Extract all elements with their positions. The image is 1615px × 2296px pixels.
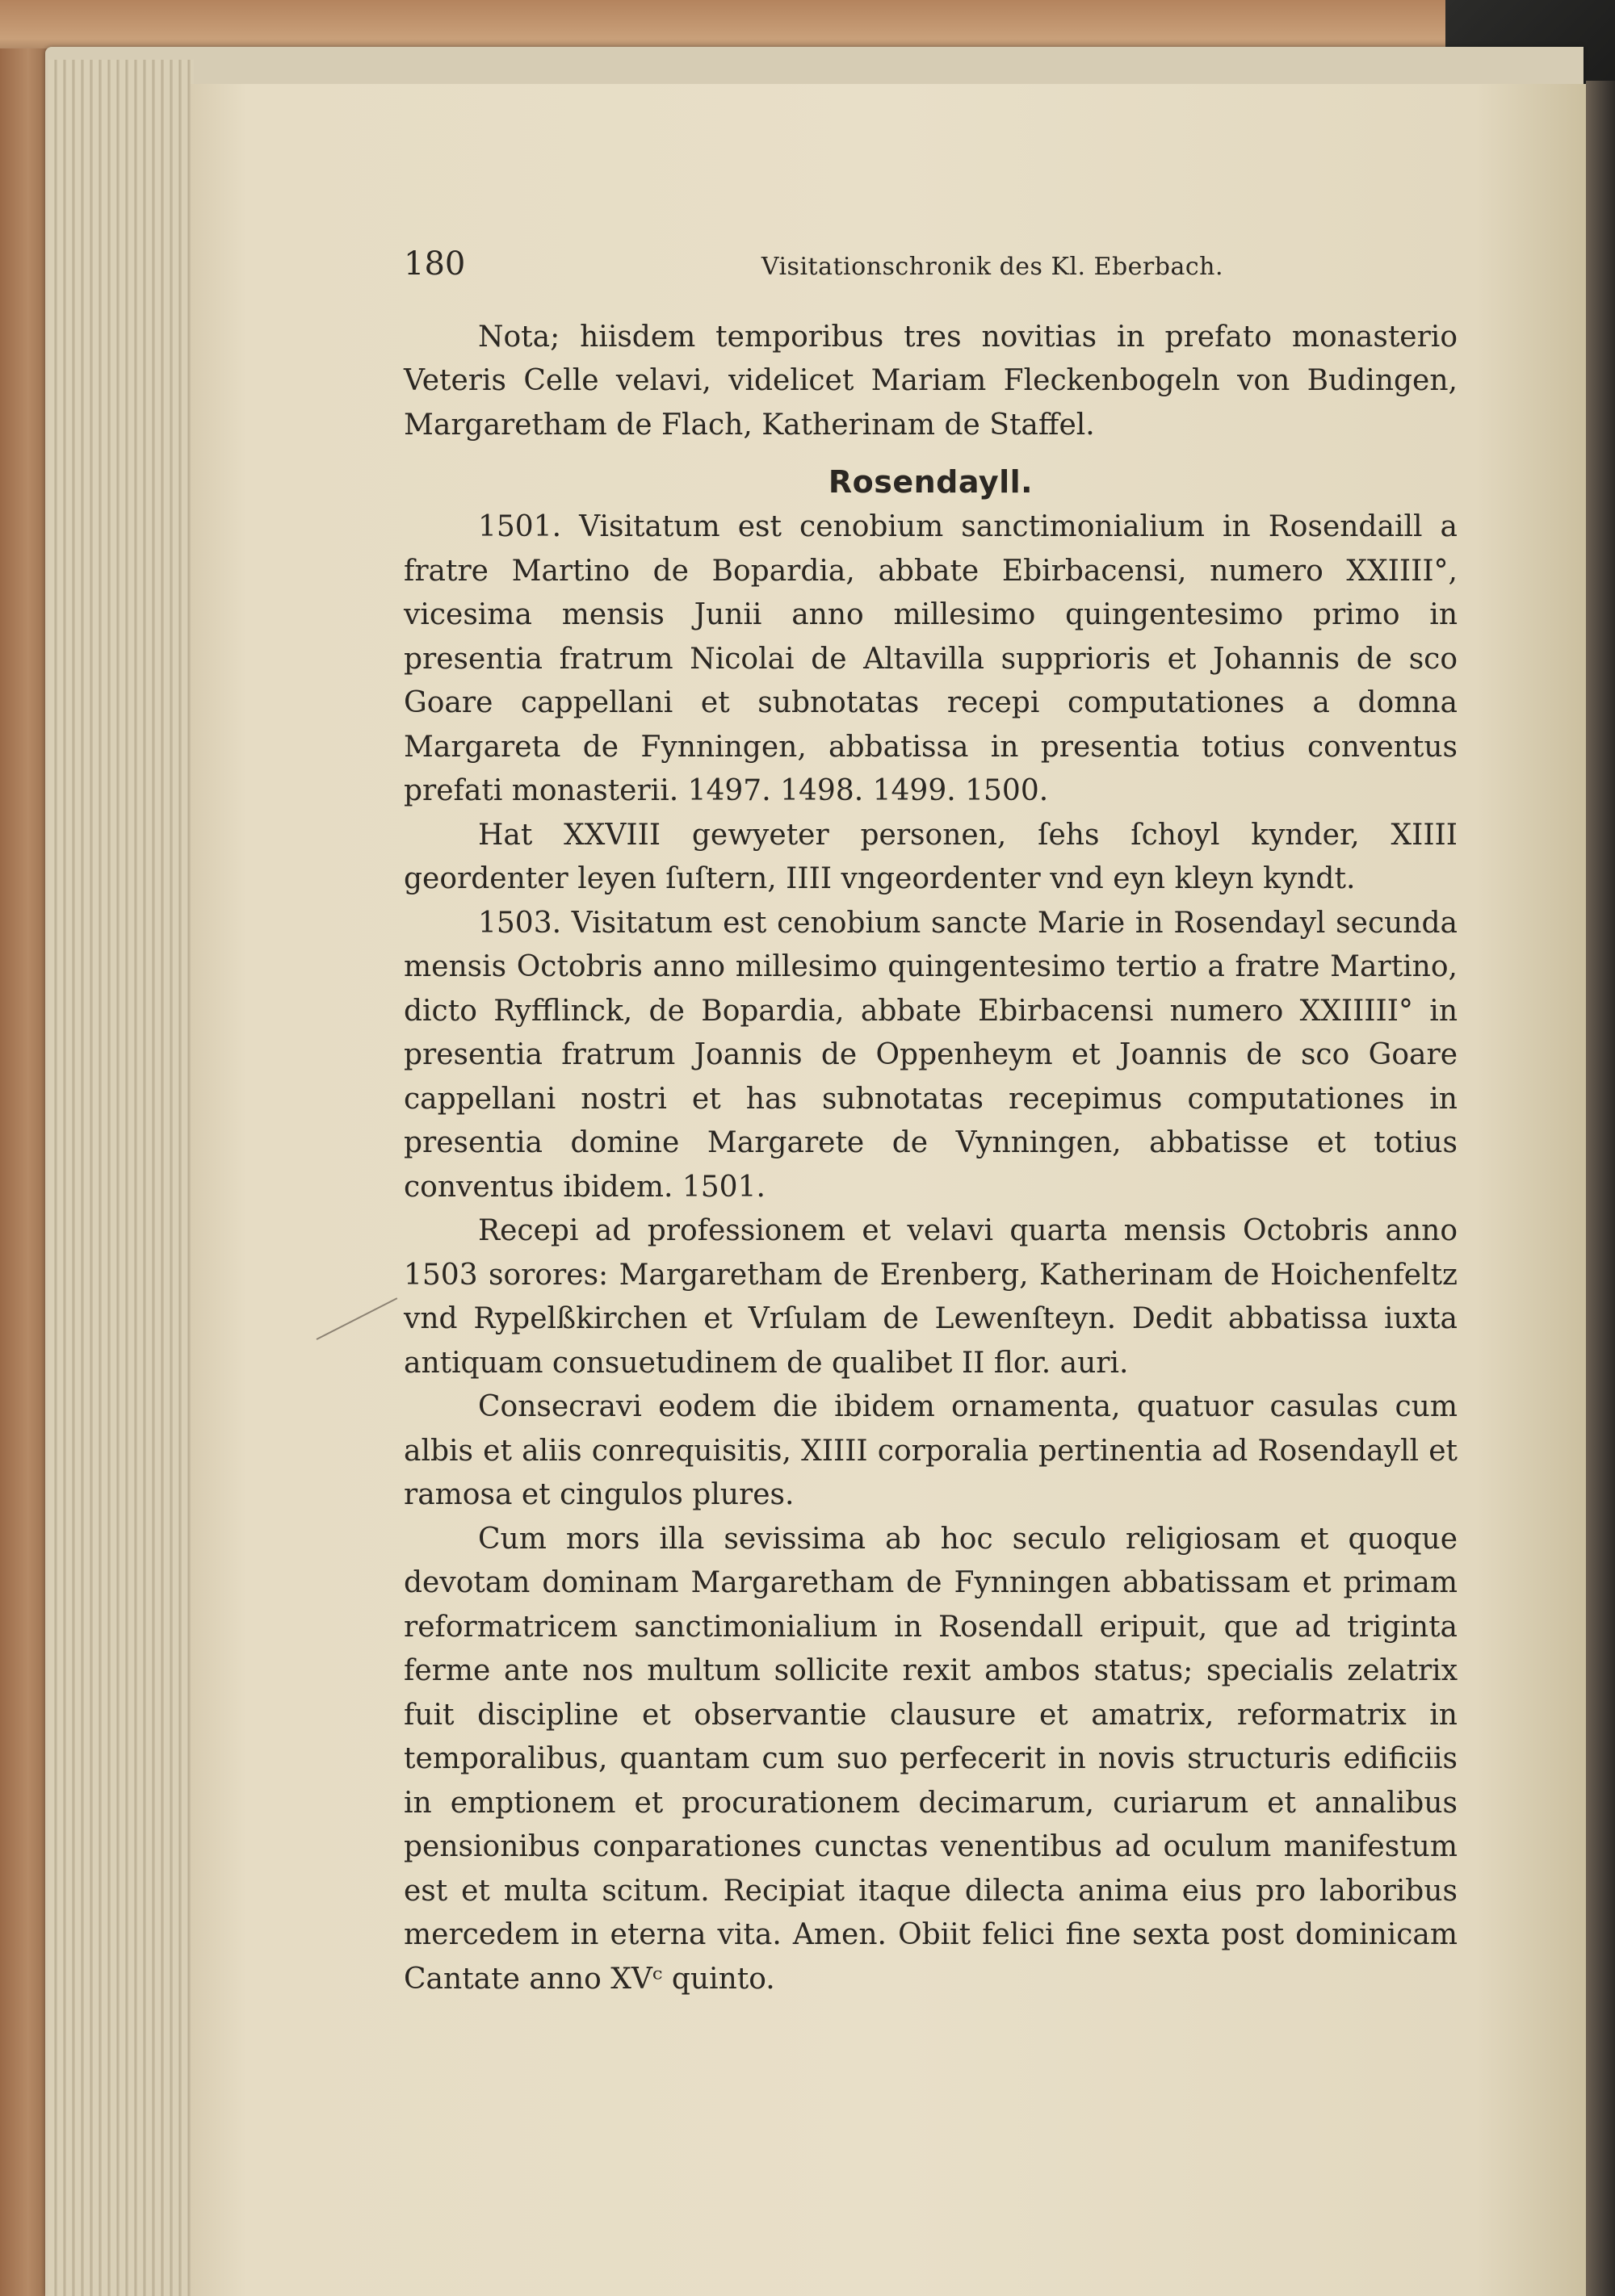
page-text — [404, 242, 1458, 2001]
running-head — [404, 242, 1458, 290]
running-title: Visitationschronik des Kl. Eberbach. — [761, 253, 1223, 281]
paragraph-consecravi: Consecravi eodem die ibidem ornamenta, quatuor casulas cum albis et aliis conrequisitis, XIIII corporalia pertinentia ad Rosendayll et ramosa et cingulos plures. — [404, 1390, 1458, 1511]
paragraph-hat: Hat XXVIII gewyeter personen, ſehs ſchoyl kynder, XIIII geordenter leyen ſuſtern, IIII vngeordenter vnd eyn kleyn kyndt. — [404, 818, 1458, 895]
paragraph-recepi: Recepi ad professionem et velavi quarta mensis Octobris anno 1503 sorores: Margaretham de Erenberg, Katherinam de Hoichenfeltz vnd Rypelßkirchen et Vrſulam de Lewenſteyn. Dedit abbatissa iuxta antiquam consuetudinem de qualibet II flor. auri. — [404, 1214, 1458, 1380]
paragraph-1503: 1503. Visitatum est cenobium sancte Marie in Rosendayl secunda mensis Octobris anno millesimo quingentesimo tertio a fratre Martino, dicto Ryfflinck, de Bopardia, abbate Ebirbacensi numero XXIIIII° in presentia fratrum Joannis de Oppenheym et Joannis de sco Goare cappellani nostri et has subnotatas recepimus computationes in presentia domine Margarete de Vynningen, abbatisse et totius conventus ibidem. 1501. — [404, 906, 1458, 1204]
paragraph-cum-mors: Cum mors illa sevissima ab hoc seculo religiosam et quoque devotam dominam Margaretham de Fynningen abbatissam et primam reformatricem sanctimonialium in Rosendall eripuit, que ad triginta ferme ante nos multum sollicite rexit ambos status; specialis zelatrix fuit discipline et observantie clausure et amatrix, reformatrix in temporalibus, quantam cum suo perfecerit in novis structuris edificiis in emptionem et procurationem decimarum, curiarum et annalibus pensionibus conparationes cunctas venentibus ad oculum manifestum est et multa scitum. Recipiat itaque dilecta anima eius pro laboribus mercedem in eterna vita. Amen. Obiit felici fine sexta post dominicam Cantate anno XVᶜ quinto. — [404, 1522, 1458, 1996]
book-gutter — [1586, 81, 1615, 2296]
page-number: 180 — [404, 245, 466, 283]
paragraph-1501: 1501. Visitatum est cenobium sanctimonialium in Rosendaill a fratre Martino de Bopardia, abbate Ebirbacensi, numero XXIIII°, vicesima mensis Junii anno millesimo quingentesimo primo in presentia fratrum Nicolai de Altavilla supprioris et Johannis de sco Goare cappellani et subnotatas recepi computationes a domna Margareta de Fynningen, abbatissa in presentia totius conventus prefati monasterii. 1497. 1498. 1499. 1500. — [404, 510, 1458, 807]
paragraph-nota: Nota; hiisdem temporibus tres novitias in prefato monasterio Veteris Celle velavi, videlicet Mariam Fleckenbogeln von Budingen, Margaretham de Flach, Katherinam de Staffel. — [404, 320, 1458, 442]
section-heading: Rosendayll. — [828, 464, 1034, 500]
page-edges — [48, 60, 194, 2296]
